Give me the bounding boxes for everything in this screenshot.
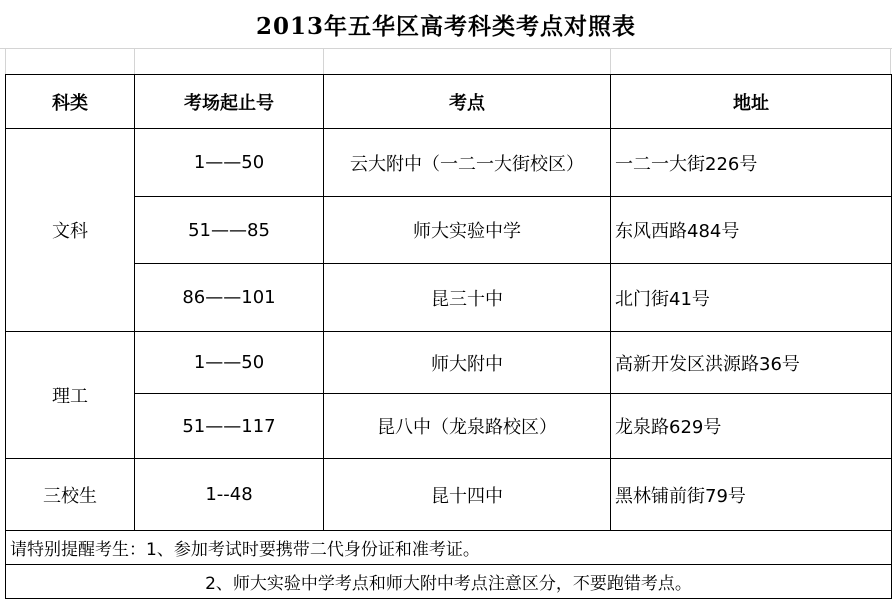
site-cell: 师大实验中学: [324, 197, 611, 264]
header-row: [6, 75, 892, 129]
range-cell: 51——117: [135, 394, 324, 459]
address-cell: 龙泉路629号: [611, 394, 892, 459]
address-cell: 一二一大街226号: [611, 129, 892, 197]
site-cell: 昆十四中: [324, 459, 611, 531]
gridline: [323, 48, 324, 74]
table-row: [6, 394, 892, 459]
note-line-1: 请特别提醒考生：1、参加考试时要携带二代身份证和准考证。: [6, 531, 892, 565]
range-cell: 1——50: [135, 332, 324, 394]
note-line-2: 2、师大实验中学考点和师大附中考点注意区分，不要跑错考点。: [6, 565, 892, 599]
range-cell: 86——101: [135, 264, 324, 332]
gridline: [610, 48, 611, 74]
address-cell: 北门街41号: [611, 264, 892, 332]
range-cell: 51——85: [135, 197, 324, 264]
address-cell: 黑林铺前街79号: [611, 459, 892, 531]
table-row: [6, 197, 892, 264]
header-site: 考点: [324, 75, 611, 129]
table-row: [6, 459, 892, 531]
exam-site-table: [5, 74, 892, 599]
category-cell: 理工: [6, 332, 135, 459]
category-cell: 文科: [6, 129, 135, 332]
header-room-range: 考场起止号: [135, 75, 324, 129]
header-address: 地址: [611, 75, 892, 129]
range-cell: 1--48: [135, 459, 324, 531]
range-cell: 1——50: [135, 129, 324, 197]
address-cell: 东风西路484号: [611, 197, 892, 264]
empty-row: [0, 48, 892, 74]
table-row: [6, 129, 892, 197]
header-category: 科类: [6, 75, 135, 129]
table-row: [6, 264, 892, 332]
site-cell: 云大附中（一二一大街校区）: [324, 129, 611, 197]
site-cell: 师大附中: [324, 332, 611, 394]
note-row: [6, 565, 892, 599]
note-row: [6, 531, 892, 565]
site-cell: 昆三十中: [324, 264, 611, 332]
page-title: 2013年五华区高考科类考点对照表: [255, 12, 636, 40]
site-cell: 昆八中（龙泉路校区）: [324, 394, 611, 459]
table-row: [6, 332, 892, 394]
category-cell: 三校生: [6, 459, 135, 531]
address-cell: 高新开发区洪源路36号: [611, 332, 892, 394]
gridline: [890, 48, 891, 74]
gridline: [134, 48, 135, 74]
gridline: [5, 48, 6, 74]
